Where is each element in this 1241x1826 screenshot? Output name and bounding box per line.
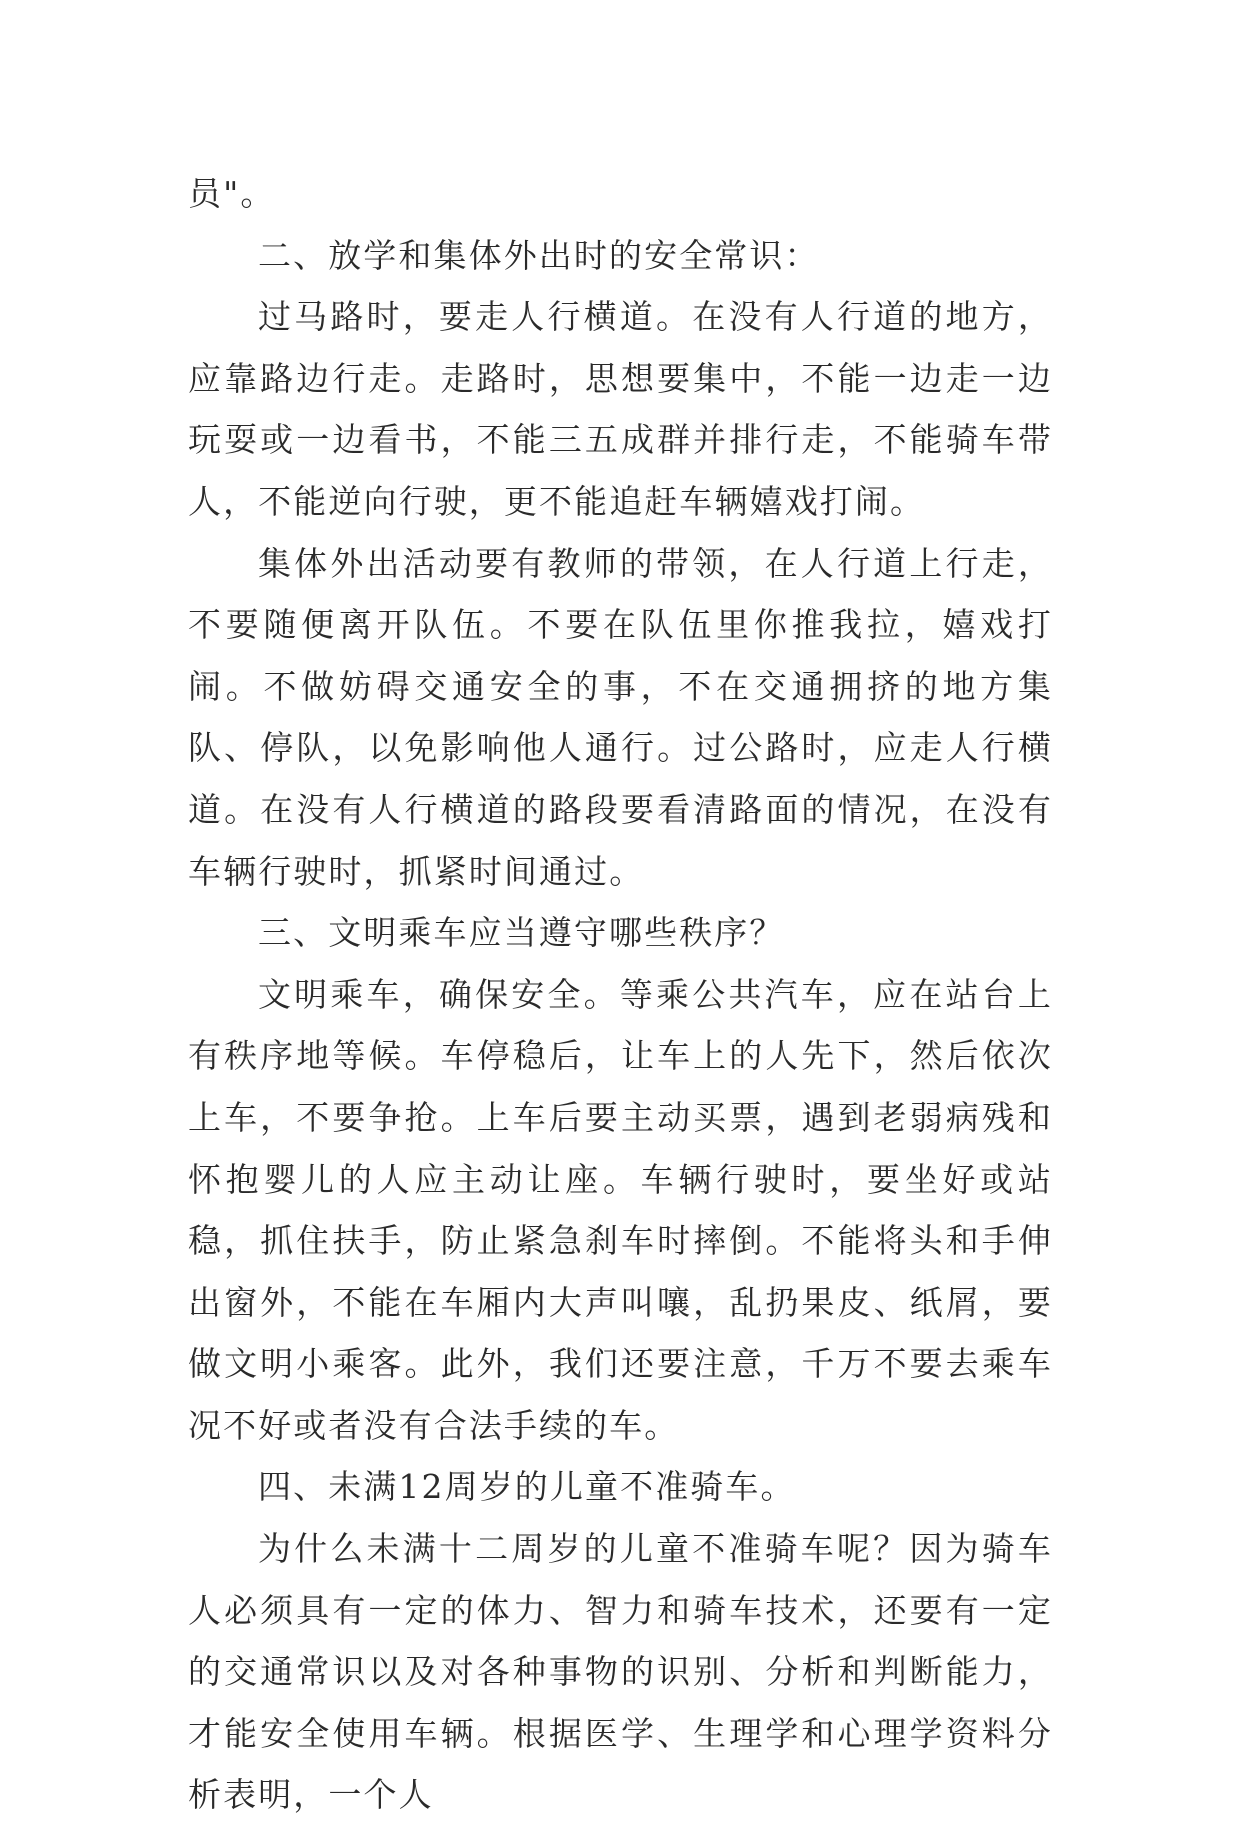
paragraph-cycling-age: 为什么未满十二周岁的儿童不准骑车呢？因为骑车人必须具有一定的体力、智力和骑车技术，还要有一定的交通常识以及对各种事物的识别、分析和判断能力，才能安全使用车辆。根据医学、生理学和心理学资料分析表明，一个人: [188, 1529, 1053, 1815]
document-body: [188, 163, 1053, 1826]
paragraph-road-crossing: 过马路时，要走人行横道。在没有人行道的地方，应靠路边行走。走路时，思想要集中，不能一边走一边玩耍或一边看书，不能三五成群并排行走，不能骑车带人，不能逆向行驶，更不能追赶车辆嬉戏打闹。: [188, 297, 1053, 521]
paragraph-bus-riding: 文明乘车，确保安全。等乘公共汽车，应在站台上有秩序地等候。车停稳后，让车上的人先下，然后依次上车，不要争抢。上车后要主动买票，遇到老弱病残和怀抱婴儿的人应主动让座。车辆行驶时，要坐好或站稳，抓住扶手，防止紧急刹车时摔倒。不能将头和手伸出窗外，不能在车厢内大声叫嚷，乱扔果皮、纸屑，要做文明小乘客。此外，我们还要注意，千万不要去乘车况不好或者没有合法手续的车。: [188, 974, 1053, 1445]
paragraph-group-outing: 集体外出活动要有教师的带领，在人行道上行走，不要随便离开队伍。不要在队伍里你推我拉，嬉戏打闹。不做妨碍交通安全的事，不在交通拥挤的地方集队、停队，以免影响他人通行。过公路时，应走人行横道。在没有人行横道的路段要看清路面的情况，在没有车辆行驶时，抓紧时间通过。: [188, 543, 1053, 891]
section-heading-2: 二、放学和集体外出时的安全常识：: [258, 235, 820, 275]
section-heading-3: 三、文明乘车应当遵守哪些秩序？: [258, 913, 785, 953]
section-heading-4: 四、未满12周岁的儿童不准骑车。: [258, 1467, 796, 1507]
paragraph-continuation: 员"。: [188, 174, 276, 213]
